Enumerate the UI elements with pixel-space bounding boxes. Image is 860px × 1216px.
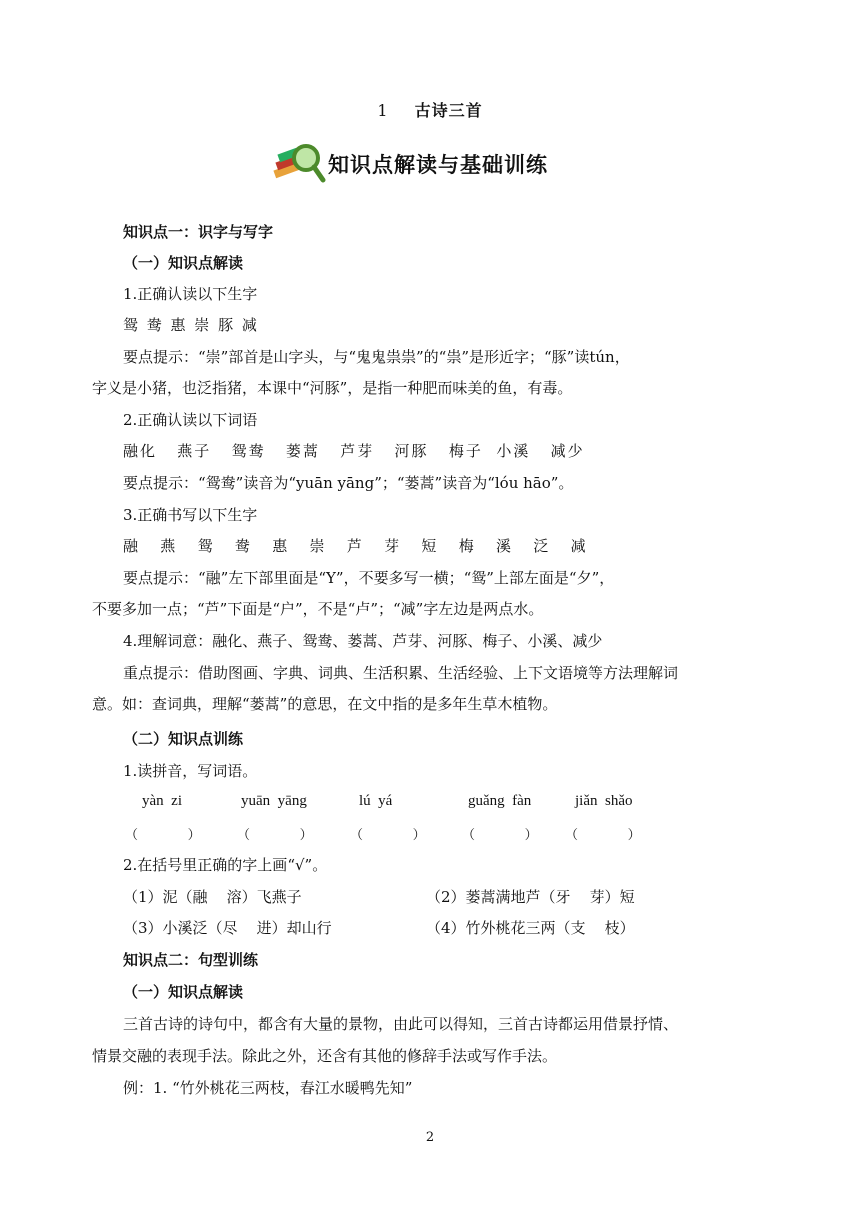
subsection-heading-3: （一）知识点解读 [123,983,244,1001]
page-number: 2 [425,1130,435,1145]
pinyin-2: yuān yāng [241,793,307,809]
answer-blank[interactable]: （ ） [237,828,313,843]
chars-list-3: 融 燕 鸳 鸯 惠 崇 芦 芽 短 梅 溪 泛 减 [123,537,588,555]
banner-title: 知识点解读与基础训练 [328,153,548,177]
answer-blank[interactable]: （ ） [125,828,201,843]
tip-3-line-1: 要点提示：“融”左下部里面是“Y”，不要多写一横；“鸳”上部左面是“夕”， [123,569,615,587]
item-1: 1.正确认读以下生字 [123,285,258,303]
subsection-heading-2: （二）知识点训练 [123,730,244,748]
lesson-title-text: 古诗三首 [414,101,483,120]
tip-4-line-1: 重点提示：借助图画、字典、词典、生活积累、生活经验、上下文语境等方法理解词 [123,664,679,682]
item-2: 2.正确认读以下词语 [123,411,258,429]
pinyin-3: lú yá [359,793,393,809]
pinyin-5: jiǎn shǎo [575,793,633,809]
magnifier-books-icon [272,142,326,186]
answer-blank[interactable]: （ ） [565,828,641,843]
lesson-title [0,98,860,121]
chars-list-1: 鸳 鸯 惠 崇 豚 减 [123,316,259,334]
option-1: （1）泥（融 溶）飞燕子 [123,888,302,906]
pinyin-1: yàn zi [142,793,182,809]
tip-4-line-2: 意。如：查词典，理解“蒌蒿”的意思，在文中指的是多年生草木植物。 [92,695,558,713]
exercise-2: 2.在括号里正确的字上画“√”。 [123,856,328,874]
lesson-number: 1 [377,101,389,120]
answer-blank[interactable]: （ ） [350,828,426,843]
option-2: （2）蒌蒿满地芦（牙 芽）短 [426,888,635,906]
item-4: 4.理解词意：融化、燕子、鸳鸯、蒌蒿、芦芽、河豚、梅子、小溪、减少 [123,632,603,650]
section-banner [272,142,548,186]
knowledge-point-1-heading: 知识点一：识字与写字 [123,223,274,241]
exercise-1: 1.读拼音，写词语。 [123,762,258,780]
item-3: 3.正确书写以下生字 [123,506,258,524]
tip-1-line-2: 字义是小猪，也泛指猪，本课中“河豚”，是指一种肥而味美的鱼，有毒。 [92,379,573,397]
option-4: （4）竹外桃花三两（支 枝） [426,919,635,937]
tip-1-line-1: 要点提示：“崇”部首是山字头，与“鬼鬼祟祟”的“祟”是形近字；“豚”读tún， [123,348,630,366]
pinyin-4: guǎng fàn [468,793,532,809]
tip-3-line-2: 不要多加一点；“芦”下面是“户”，不是“卢”；“减”字左边是两点水。 [92,600,544,618]
words-list-2: 融化 燕子 鸳鸯 蒌蒿 芦芽 河豚 梅子 小溪 减少 [123,442,585,460]
paragraph-line-2: 情景交融的表现手法。除此之外，还含有其他的修辞手法或写作手法。 [92,1047,558,1065]
example-line: 例：1. “竹外桃花三两枝，春江水暖鸭先知” [123,1079,413,1097]
answer-blank[interactable]: （ ） [462,828,538,843]
option-3: （3）小溪泛（尽 进）却山行 [123,919,332,937]
tip-2: 要点提示：“鸳鸯”读音为“yuān yāng”；“蒌蒿”读音为“lóu hāo”。 [123,474,574,492]
subsection-heading: （一）知识点解读 [123,254,244,272]
paragraph-line-1: 三首古诗的诗句中，都含有大量的景物，由此可以得知，三首古诗都运用借景抒情、 [123,1015,679,1033]
knowledge-point-2-heading: 知识点二：句型训练 [123,951,259,969]
